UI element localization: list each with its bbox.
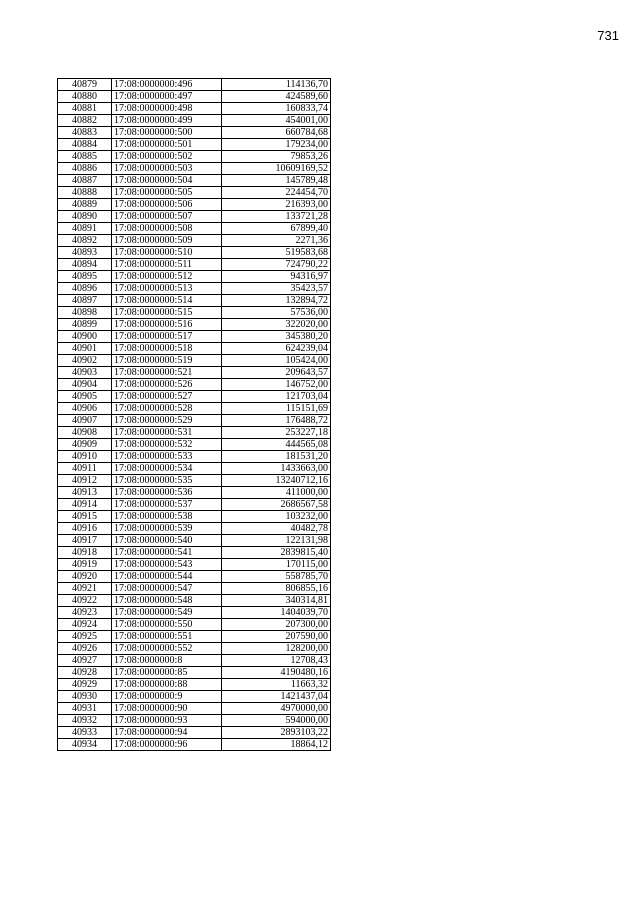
row-number-cell: 40912: [58, 475, 112, 487]
cadastral-code-cell: 17:08:0000000:551: [112, 631, 222, 643]
amount-cell: 133721,28: [222, 211, 331, 223]
cadastral-code-cell: 17:08:0000000:498: [112, 103, 222, 115]
cadastral-code-cell: 17:08:0000000:501: [112, 139, 222, 151]
amount-cell: 176488,72: [222, 415, 331, 427]
row-number-cell: 40893: [58, 247, 112, 259]
cadastral-code-cell: 17:08:0000000:503: [112, 163, 222, 175]
cadastral-code-cell: 17:08:0000000:518: [112, 343, 222, 355]
row-number-cell: 40934: [58, 739, 112, 751]
cadastral-code-cell: 17:08:0000000:534: [112, 463, 222, 475]
amount-cell: 806855,16: [222, 583, 331, 595]
row-number-cell: 40881: [58, 103, 112, 115]
cadastral-code-cell: 17:08:0000000:533: [112, 451, 222, 463]
cadastral-code-cell: 17:08:0000000:90: [112, 703, 222, 715]
cadastral-code-cell: 17:08:0000000:552: [112, 643, 222, 655]
row-number-cell: 40917: [58, 535, 112, 547]
table-row: [58, 463, 331, 475]
table-row: [58, 91, 331, 103]
row-number-cell: 40897: [58, 295, 112, 307]
row-number-cell: 40907: [58, 415, 112, 427]
row-number-cell: 40902: [58, 355, 112, 367]
amount-cell: 79853,26: [222, 151, 331, 163]
amount-cell: 411000,00: [222, 487, 331, 499]
table-row: [58, 115, 331, 127]
row-number-cell: 40879: [58, 79, 112, 91]
table-row: [58, 595, 331, 607]
table-row: [58, 331, 331, 343]
table-row: [58, 79, 331, 91]
row-number-cell: 40882: [58, 115, 112, 127]
table-row: [58, 631, 331, 643]
amount-cell: 322020,00: [222, 319, 331, 331]
row-number-cell: 40914: [58, 499, 112, 511]
table-row: [58, 439, 331, 451]
row-number-cell: 40904: [58, 379, 112, 391]
cadastral-code-cell: 17:08:0000000:508: [112, 223, 222, 235]
amount-cell: 122131,98: [222, 535, 331, 547]
cadastral-code-cell: 17:08:0000000:531: [112, 427, 222, 439]
table-row: [58, 367, 331, 379]
cadastral-code-cell: 17:08:0000000:550: [112, 619, 222, 631]
cadastral-code-cell: 17:08:0000000:543: [112, 559, 222, 571]
row-number-cell: 40905: [58, 391, 112, 403]
amount-cell: 2893103,22: [222, 727, 331, 739]
amount-cell: 207590,00: [222, 631, 331, 643]
amount-cell: 2839815,40: [222, 547, 331, 559]
amount-cell: 624239,04: [222, 343, 331, 355]
row-number-cell: 40926: [58, 643, 112, 655]
row-number-cell: 40933: [58, 727, 112, 739]
cadastral-code-cell: 17:08:0000000:549: [112, 607, 222, 619]
table-row: [58, 523, 331, 535]
row-number-cell: 40887: [58, 175, 112, 187]
amount-cell: 18864,12: [222, 739, 331, 751]
row-number-cell: 40919: [58, 559, 112, 571]
amount-cell: 444565,08: [222, 439, 331, 451]
cadastral-code-cell: 17:08:0000000:500: [112, 127, 222, 139]
amount-cell: 105424,00: [222, 355, 331, 367]
row-number-cell: 40903: [58, 367, 112, 379]
cadastral-code-cell: 17:08:0000000:529: [112, 415, 222, 427]
row-number-cell: 40913: [58, 487, 112, 499]
row-number-cell: 40899: [58, 319, 112, 331]
amount-cell: 724790,22: [222, 259, 331, 271]
amount-cell: 1404039,70: [222, 607, 331, 619]
table-row: [58, 295, 331, 307]
table-row: [58, 667, 331, 679]
table-row: [58, 379, 331, 391]
cadastral-code-cell: 17:08:0000000:96: [112, 739, 222, 751]
table-row: [58, 619, 331, 631]
amount-cell: 594000,00: [222, 715, 331, 727]
amount-cell: 216393,00: [222, 199, 331, 211]
amount-cell: 114136,70: [222, 79, 331, 91]
cadastral-code-cell: 17:08:0000000:88: [112, 679, 222, 691]
cadastral-code-cell: 17:08:0000000:541: [112, 547, 222, 559]
cadastral-code-cell: 17:08:0000000:540: [112, 535, 222, 547]
amount-cell: 179234,00: [222, 139, 331, 151]
registry-table-body: [58, 79, 331, 751]
cadastral-code-cell: 17:08:0000000:516: [112, 319, 222, 331]
row-number-cell: 40923: [58, 607, 112, 619]
table-row: [58, 535, 331, 547]
row-number-cell: 40888: [58, 187, 112, 199]
amount-cell: 11663,32: [222, 679, 331, 691]
table-row: [58, 547, 331, 559]
cadastral-code-cell: 17:08:0000000:521: [112, 367, 222, 379]
cadastral-code-cell: 17:08:0000000:539: [112, 523, 222, 535]
row-number-cell: 40891: [58, 223, 112, 235]
amount-cell: 57536,00: [222, 307, 331, 319]
amount-cell: 1421437,04: [222, 691, 331, 703]
table-row: [58, 307, 331, 319]
amount-cell: 4190480,16: [222, 667, 331, 679]
table-row: [58, 391, 331, 403]
amount-cell: 424589,60: [222, 91, 331, 103]
table-row: [58, 139, 331, 151]
amount-cell: 558785,70: [222, 571, 331, 583]
row-number-cell: 40928: [58, 667, 112, 679]
amount-cell: 340314,81: [222, 595, 331, 607]
amount-cell: 2686567,58: [222, 499, 331, 511]
row-number-cell: 40916: [58, 523, 112, 535]
cadastral-code-cell: 17:08:0000000:537: [112, 499, 222, 511]
table-row: [58, 175, 331, 187]
table-row: [58, 559, 331, 571]
table-row: [58, 103, 331, 115]
row-number-cell: 40911: [58, 463, 112, 475]
row-number-cell: 40924: [58, 619, 112, 631]
table-row: [58, 355, 331, 367]
cadastral-code-cell: 17:08:0000000:497: [112, 91, 222, 103]
table-row: [58, 715, 331, 727]
amount-cell: 128200,00: [222, 643, 331, 655]
cadastral-code-cell: 17:08:0000000:519: [112, 355, 222, 367]
cadastral-code-cell: 17:08:0000000:499: [112, 115, 222, 127]
amount-cell: 103232,00: [222, 511, 331, 523]
row-number-cell: 40886: [58, 163, 112, 175]
row-number-cell: 40894: [58, 259, 112, 271]
cadastral-code-cell: 17:08:0000000:514: [112, 295, 222, 307]
amount-cell: 209643,57: [222, 367, 331, 379]
cadastral-code-cell: 17:08:0000000:509: [112, 235, 222, 247]
cadastral-code-cell: 17:08:0000000:94: [112, 727, 222, 739]
table-row: [58, 475, 331, 487]
table-row: [58, 571, 331, 583]
cadastral-code-cell: 17:08:0000000:548: [112, 595, 222, 607]
table-row: [58, 199, 331, 211]
amount-cell: 115151,69: [222, 403, 331, 415]
cadastral-code-cell: 17:08:0000000:532: [112, 439, 222, 451]
table-row: [58, 511, 331, 523]
cadastral-code-cell: 17:08:0000000:506: [112, 199, 222, 211]
amount-cell: 224454,70: [222, 187, 331, 199]
table-row: [58, 727, 331, 739]
cadastral-code-cell: 17:08:0000000:502: [112, 151, 222, 163]
registry-table: [57, 78, 331, 751]
amount-cell: 1433663,00: [222, 463, 331, 475]
row-number-cell: 40908: [58, 427, 112, 439]
table-row: [58, 343, 331, 355]
row-number-cell: 40892: [58, 235, 112, 247]
cadastral-code-cell: 17:08:0000000:527: [112, 391, 222, 403]
table-row: [58, 415, 331, 427]
table-row: [58, 607, 331, 619]
cadastral-code-cell: 17:08:0000000:511: [112, 259, 222, 271]
row-number-cell: 40921: [58, 583, 112, 595]
row-number-cell: 40884: [58, 139, 112, 151]
amount-cell: 660784,68: [222, 127, 331, 139]
cadastral-code-cell: 17:08:0000000:526: [112, 379, 222, 391]
row-number-cell: 40915: [58, 511, 112, 523]
amount-cell: 146752,00: [222, 379, 331, 391]
table-row: [58, 163, 331, 175]
cadastral-code-cell: 17:08:0000000:547: [112, 583, 222, 595]
row-number-cell: 40931: [58, 703, 112, 715]
amount-cell: 253227,18: [222, 427, 331, 439]
amount-cell: 12708,43: [222, 655, 331, 667]
amount-cell: 13240712,16: [222, 475, 331, 487]
cadastral-code-cell: 17:08:0000000:510: [112, 247, 222, 259]
amount-cell: 345380,20: [222, 331, 331, 343]
cadastral-code-cell: 17:08:0000000:536: [112, 487, 222, 499]
row-number-cell: 40900: [58, 331, 112, 343]
amount-cell: 454001,00: [222, 115, 331, 127]
cadastral-code-cell: 17:08:0000000:85: [112, 667, 222, 679]
cadastral-code-cell: 17:08:0000000:505: [112, 187, 222, 199]
table-row: [58, 223, 331, 235]
table-row: [58, 655, 331, 667]
row-number-cell: 40918: [58, 547, 112, 559]
cadastral-code-cell: 17:08:0000000:528: [112, 403, 222, 415]
amount-cell: 10609169,52: [222, 163, 331, 175]
row-number-cell: 40909: [58, 439, 112, 451]
cadastral-code-cell: 17:08:0000000:512: [112, 271, 222, 283]
row-number-cell: 40927: [58, 655, 112, 667]
table-row: [58, 127, 331, 139]
row-number-cell: 40883: [58, 127, 112, 139]
amount-cell: 67899,40: [222, 223, 331, 235]
table-row: [58, 487, 331, 499]
table-row: [58, 703, 331, 715]
amount-cell: 160833,74: [222, 103, 331, 115]
table-row: [58, 211, 331, 223]
row-number-cell: 40880: [58, 91, 112, 103]
cadastral-code-cell: 17:08:0000000:93: [112, 715, 222, 727]
cadastral-code-cell: 17:08:0000000:504: [112, 175, 222, 187]
cadastral-code-cell: 17:08:0000000:544: [112, 571, 222, 583]
table-row: [58, 691, 331, 703]
table-row: [58, 319, 331, 331]
amount-cell: 94316,97: [222, 271, 331, 283]
row-number-cell: 40910: [58, 451, 112, 463]
row-number-cell: 40906: [58, 403, 112, 415]
table-row: [58, 187, 331, 199]
table-row: [58, 283, 331, 295]
table-row: [58, 499, 331, 511]
row-number-cell: 40929: [58, 679, 112, 691]
table-row: [58, 403, 331, 415]
row-number-cell: 40901: [58, 343, 112, 355]
row-number-cell: 40920: [58, 571, 112, 583]
cadastral-code-cell: 17:08:0000000:538: [112, 511, 222, 523]
row-number-cell: 40932: [58, 715, 112, 727]
cadastral-code-cell: 17:08:0000000:507: [112, 211, 222, 223]
row-number-cell: 40898: [58, 307, 112, 319]
amount-cell: 35423,57: [222, 283, 331, 295]
row-number-cell: 40889: [58, 199, 112, 211]
row-number-cell: 40930: [58, 691, 112, 703]
cadastral-code-cell: 17:08:0000000:515: [112, 307, 222, 319]
row-number-cell: 40885: [58, 151, 112, 163]
table-row: [58, 151, 331, 163]
table-row: [58, 247, 331, 259]
cadastral-code-cell: 17:08:0000000:513: [112, 283, 222, 295]
cadastral-code-cell: 17:08:0000000:535: [112, 475, 222, 487]
amount-cell: 132894,72: [222, 295, 331, 307]
row-number-cell: 40896: [58, 283, 112, 295]
row-number-cell: 40895: [58, 271, 112, 283]
page-number: 731: [597, 28, 619, 43]
amount-cell: 4970000,00: [222, 703, 331, 715]
row-number-cell: 40925: [58, 631, 112, 643]
amount-cell: 145789,48: [222, 175, 331, 187]
table-row: [58, 643, 331, 655]
amount-cell: 519583,68: [222, 247, 331, 259]
amount-cell: 2271,36: [222, 235, 331, 247]
table-row: [58, 679, 331, 691]
row-number-cell: 40922: [58, 595, 112, 607]
cadastral-code-cell: 17:08:0000000:8: [112, 655, 222, 667]
amount-cell: 181531,20: [222, 451, 331, 463]
amount-cell: 40482,78: [222, 523, 331, 535]
amount-cell: 170115,00: [222, 559, 331, 571]
table-row: [58, 583, 331, 595]
cadastral-code-cell: 17:08:0000000:496: [112, 79, 222, 91]
table-row: [58, 739, 331, 751]
amount-cell: 121703,04: [222, 391, 331, 403]
table-row: [58, 235, 331, 247]
cadastral-code-cell: 17:08:0000000:517: [112, 331, 222, 343]
row-number-cell: 40890: [58, 211, 112, 223]
table-row: [58, 451, 331, 463]
table-row: [58, 271, 331, 283]
amount-cell: 207300,00: [222, 619, 331, 631]
table-row: [58, 259, 331, 271]
cadastral-code-cell: 17:08:0000000:9: [112, 691, 222, 703]
table-row: [58, 427, 331, 439]
